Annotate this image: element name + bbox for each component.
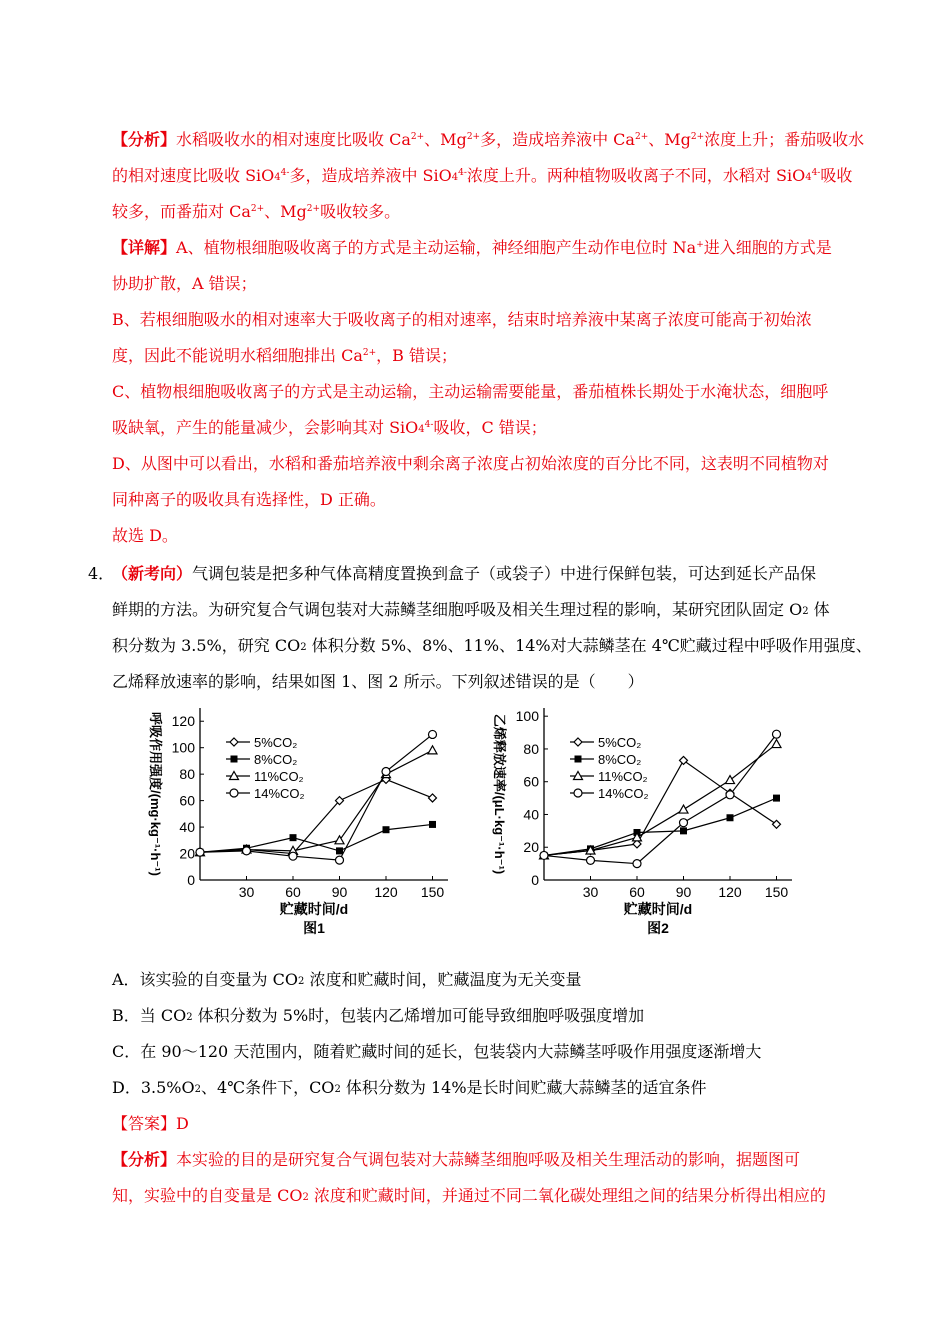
series-line <box>544 798 777 855</box>
x-tick-label: 150 <box>420 884 445 900</box>
option-d: D．$3.5\%O_2$、4℃条件下，$CO_2$ 体积分数为 14%是长时间贮藏大蒜鳞茎的适宜条件 <box>112 1078 707 1097</box>
analysis-line-1: 【分析】水稻吸收水的相对速度比吸收 $Ca^{2+}$、$Mg^{2+}$多，造成培养液中 $Ca^{2+}$、$Mg^{2+}$浓度上升；番茄吸收水 <box>112 130 865 149</box>
data-point <box>290 834 297 841</box>
data-point <box>428 746 437 754</box>
data-point <box>243 847 251 855</box>
answer: 【答案】D <box>112 1114 189 1133</box>
x-tick-label: 150 <box>764 884 789 900</box>
y-tick-label: 20 <box>523 839 539 856</box>
y-tick-label: 80 <box>523 740 539 757</box>
y-tick-label: 120 <box>171 713 195 730</box>
data-point <box>633 860 641 868</box>
legend-label: 8%CO₂ <box>598 752 642 767</box>
x-tick-label: 90 <box>675 884 692 900</box>
analysis2-line-1: 【分析】本实验的目的是研究复合气调包装对大蒜鳞茎细胞呼吸及相关生理活动的影响，据题图可 <box>112 1150 801 1169</box>
legend-label: 8%CO₂ <box>254 752 298 767</box>
y-tick-label: 40 <box>179 819 195 836</box>
series-line <box>544 734 777 863</box>
question-number: 4． <box>88 564 115 583</box>
legend-marker <box>575 756 582 763</box>
y-axis-label: 呼吸作用强度/(mg·kg⁻¹·h⁻¹) <box>148 712 163 876</box>
legend-marker <box>230 789 238 797</box>
chart-title: 图1 <box>303 920 325 936</box>
data-point <box>196 848 204 856</box>
data-point <box>429 821 436 828</box>
data-point <box>772 740 781 748</box>
legend-label: 11%CO₂ <box>598 769 648 784</box>
series-line <box>200 750 433 852</box>
data-point <box>383 826 390 833</box>
data-point <box>289 852 297 860</box>
option-c: C．在 90～120 天范围内，随着贮藏时间的延长，包装袋内大蒜鳞茎呼吸作用强度逐渐增大 <box>112 1042 762 1061</box>
legend-label: 11%CO₂ <box>254 769 304 784</box>
x-axis-label: 贮藏时间/d <box>279 901 349 917</box>
legend-label: 5%CO₂ <box>598 735 642 750</box>
detail-line-5: C、植物根细胞吸收离子的方式是主动运输，主动运输需要能量，番茄植株长期处于水淹状态，细胞呼 <box>112 382 829 401</box>
detail-line-4: 度，因此不能说明水稻细胞排出 $Ca^{2+}$，B 错误； <box>112 346 458 365</box>
data-point <box>680 756 688 764</box>
data-point <box>727 814 734 821</box>
data-point <box>679 805 688 813</box>
y-tick-label: 100 <box>515 708 539 725</box>
x-tick-label: 60 <box>285 884 301 900</box>
data-point <box>540 851 548 859</box>
detail-line-1: 【详解】A、植物根细胞吸收离子的方式是主动运输，神经细胞产生动作电位时 Na+进入细胞的方式是 <box>112 238 832 257</box>
option-b: B．当 $CO_2$ 体积分数为 5%时，包装内乙烯增加可能导致细胞呼吸强度增加 <box>112 1006 645 1025</box>
y-tick-label: 60 <box>523 773 539 790</box>
detail-tag: 【详解】 <box>112 238 177 257</box>
question-tag: （新考向） <box>112 564 193 583</box>
chart-title: 图2 <box>647 920 669 936</box>
y-tick-label: 20 <box>179 845 195 862</box>
figure-2-svg <box>482 702 812 942</box>
legend-marker <box>574 789 582 797</box>
detail-line-6: 吸缺氧，产生的能量减少，会影响其对 SiO$_4^{4-}$吸收，C 错误； <box>112 418 547 437</box>
data-point <box>773 820 781 828</box>
legend-label: 14%CO₂ <box>598 786 649 801</box>
data-point <box>773 730 781 738</box>
y-tick-label: 60 <box>179 792 195 809</box>
analysis2-line-2: 知，实验中的自变量是 $CO_2$ 浓度和贮藏时间，并通过不同二氧化碳处理组之间的结果分析得出相应的 <box>112 1186 826 1205</box>
option-a: A．该实验的自变量为 $CO_2$ 浓度和贮藏时间，贮藏温度为无关变量 <box>112 970 582 989</box>
figure-1 <box>138 702 468 942</box>
detail-line-2: 协助扩散，A 错误； <box>112 274 257 293</box>
x-tick-label: 60 <box>629 884 645 900</box>
y-tick-label: 40 <box>523 806 539 823</box>
figure-2 <box>482 702 812 942</box>
y-tick-label: 100 <box>171 739 195 756</box>
x-tick-label: 30 <box>582 884 599 900</box>
data-point <box>336 856 344 864</box>
figure-1-svg <box>138 702 468 942</box>
legend-label: 5%CO₂ <box>254 735 298 750</box>
analysis-tag: 【分析】 <box>112 130 177 149</box>
data-point <box>773 795 780 802</box>
data-point <box>680 827 687 834</box>
y-tick-label: 80 <box>179 766 195 783</box>
data-point <box>429 794 437 802</box>
data-point <box>429 730 437 738</box>
data-point <box>726 776 735 784</box>
question-line-4: 乙烯释放速率的影响，结果如图 1、图 2 所示。下列叙述错误的是（ ） <box>112 672 644 691</box>
x-tick-label: 30 <box>238 884 255 900</box>
x-tick-label: 120 <box>374 884 398 900</box>
legend-label: 14%CO₂ <box>254 786 305 801</box>
analysis-line-3: 较多，而番茄对 $Ca^{2+}$、$Mg^{2+}$吸收较多。 <box>112 202 401 221</box>
detail-line-9: 故选 D。 <box>112 526 178 545</box>
data-point <box>680 819 688 827</box>
legend-marker <box>231 756 238 763</box>
question-line-3: 积分数为 3.5%，研究 $CO_2$ 体积分数 5%、8%、11%、14%对大蒜鳞茎在 4℃贮藏过程中呼吸作用强度、 <box>112 636 872 655</box>
analysis2-tag: 【分析】 <box>112 1150 177 1169</box>
legend-marker <box>574 738 582 746</box>
detail-line-7: D、从图中可以看出，水稻和番茄培养液中剩余离子浓度占初始浓度的百分比不同，这表明不同植物对 <box>112 454 829 473</box>
analysis-line-2: 的相对速度比吸收 SiO$_4^{4-}$多，造成培养液中 SiO$_4^{4-}$浓度上升。两种植物吸收离子不同，水稻对 SiO$_4^{4-}$吸收 <box>112 166 853 185</box>
question-line-1: （新考向）气调包装是把多种气体高精度置换到盒子（或袋子）中进行保鲜包装，可达到延长产品保 <box>112 564 817 583</box>
y-tick-label: 0 <box>531 872 539 888</box>
question-line-2: 鲜期的方法。为研究复合气调包装对大蒜鳞茎细胞呼吸及相关生理过程的影响，某研究团队固定 $O_2$ 体 <box>112 600 830 619</box>
detail-line-8: 同种离子的吸收具有选择性，D 正确。 <box>112 490 386 509</box>
y-tick-label: 0 <box>187 872 195 888</box>
data-point <box>726 791 734 799</box>
x-tick-label: 90 <box>331 884 348 900</box>
x-tick-label: 120 <box>718 884 742 900</box>
detail-line-3: B、若根细胞吸水的相对速率大于吸收离子的相对速率，结束时培养液中某离子浓度可能高于初始浓 <box>112 310 812 329</box>
y-axis-label: 乙烯释放速率/(μL·kg⁻¹·h⁻¹) <box>492 713 507 875</box>
data-point <box>336 847 343 854</box>
series-line <box>200 824 433 852</box>
data-point <box>382 768 390 776</box>
x-axis-label: 贮藏时间/d <box>623 901 693 917</box>
legend-marker <box>230 738 238 746</box>
data-point <box>587 856 595 864</box>
data-point <box>335 836 344 844</box>
